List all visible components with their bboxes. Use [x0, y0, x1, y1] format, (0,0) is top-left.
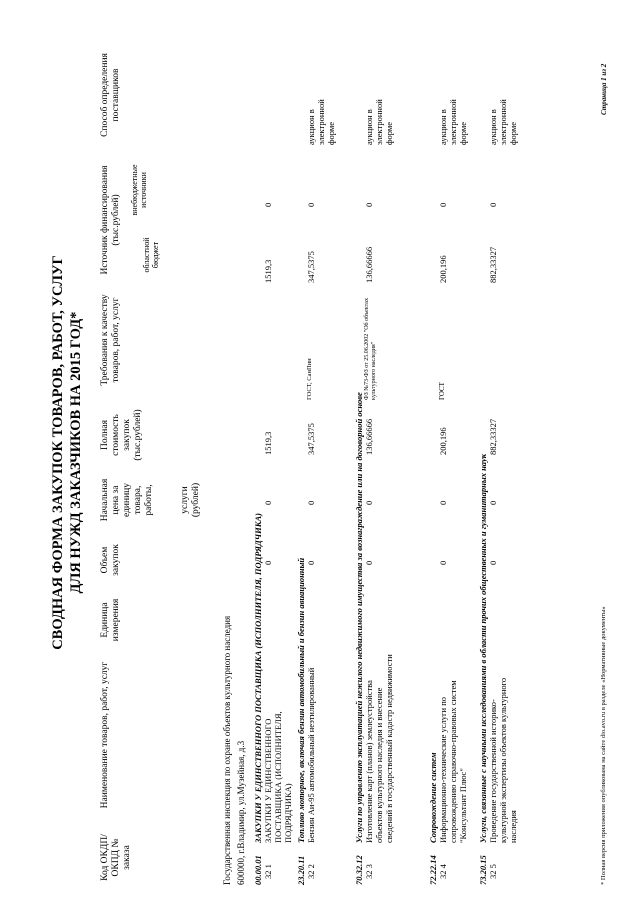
item-volume: 0	[364, 560, 374, 565]
document-subtitle: ДЛЯ НУЖД ЗАКАЗЧИКОВ НА 2015 ГОД*	[68, 311, 84, 594]
item-name: ЗАКУПКИ У ЕДИНСТВЕННОГО ПОСТАВЩИКА (ИСПОЛНИТЕЛЯ, ПОДРЯДЧИКА)	[263, 711, 293, 843]
header-source-regional: областной бюджет	[142, 237, 160, 273]
item-extra: 0	[488, 202, 498, 207]
header-start-price-tail: услуги (рублей)	[180, 482, 201, 518]
item-requirements: ГОСТ, СанПин	[306, 358, 313, 400]
order-number: 32 3	[364, 864, 374, 879]
header-code: Код ОКДП/ ОКПД № заказа	[100, 834, 132, 881]
page-number: Страница 1 из 2	[600, 63, 608, 115]
item-volume: 0	[263, 560, 273, 565]
item-method: аукцион в электронной форме	[488, 99, 518, 145]
item-extra: 0	[263, 202, 273, 207]
item-name: Информационно-технические услуги по сопровождению справочно-правовых систем "Консультант Плюс"	[438, 680, 468, 843]
item-price: 0	[306, 500, 316, 505]
section-title: ЗАКУПКИ У ЕДИНСТВЕННОГО ПОСТАВЩИКА (ИСПОЛНИТЕЛЯ, ПОДРЯДЧИКА)	[253, 512, 263, 843]
item-requirements: ФЗ №73-ФЗ от 25.06.2002 "Об объектах культурного наследия"	[364, 298, 377, 400]
header-method: Способ определения поставщиков	[100, 53, 121, 137]
order-number: 32 2	[306, 864, 316, 879]
item-extra: 0	[364, 202, 374, 207]
item-volume: 0	[438, 560, 448, 565]
item-regional: 1519,3	[263, 259, 273, 283]
order-number: 32 4	[438, 864, 448, 879]
section-title: Услуги по управлению эксплуатацией нежилого недвижимого имущества за вознаграждение или на договорной основе	[354, 392, 364, 843]
item-extra: 0	[438, 202, 448, 207]
header-source-extra: внебюджетные источники	[130, 164, 148, 216]
item-name: Изготовление карт (планов) землеустройства объектов культурного наследия и внесение сведений в государственный кадастр недвижимости	[364, 654, 394, 843]
item-regional: 200,196	[438, 255, 448, 283]
header-source: Источник финансирования (тыс.рублей)	[100, 165, 121, 275]
item-regional: 882,33327	[488, 246, 498, 283]
header-requirements: Требования к качеству товаров, работ, услуг	[100, 294, 121, 386]
item-volume: 0	[306, 560, 316, 565]
item-full-cost: 200,196	[438, 427, 448, 455]
item-method: аукцион в электронной форме	[364, 99, 394, 145]
header-name: Наименование товаров, работ, услуг	[100, 661, 110, 809]
customer-name: Государственная инспекция по охране объектов культурного наследия	[222, 615, 232, 885]
item-extra: 0	[306, 202, 316, 207]
section-code: 70.32.12	[354, 855, 364, 885]
section-title: Топливо моторное, включая бензин автомобильный и бензин авиационный	[296, 557, 306, 843]
order-number: 32 5	[488, 864, 498, 879]
item-volume: 0	[488, 560, 498, 565]
item-method: аукцион в электронной форме	[438, 99, 468, 145]
customer-address: 600000, г.Владимир, ул.Музейная, д.3	[236, 740, 246, 885]
item-full-cost: 136,66666	[364, 418, 374, 455]
document-title: СВОДНАЯ ФОРМА ЗАКУПОК ТОВАРОВ, РАБОТ, УСЛУГ	[50, 255, 66, 650]
item-price: 0	[488, 500, 498, 505]
item-method: аукцион в электронной форме	[306, 99, 336, 145]
footnote: * Полная версия приложения опубликована на сайте dio.avo.ru в разделе «Нормативные документы»	[600, 606, 607, 885]
section-title: Сопровождение систем	[428, 752, 438, 843]
item-regional: 136,66666	[364, 246, 374, 283]
header-unit: Единица измерения	[100, 598, 121, 642]
header-full-cost: Полная стоимость закупок (тыс.рублей)	[100, 409, 143, 461]
item-price: 0	[364, 500, 374, 505]
section-code: 73.20.15	[478, 855, 488, 885]
section-code: 23.20.11	[296, 855, 306, 885]
section-title: Услуги, связанные с научными исследованиями в области прочих общественных и гуманитарных наук	[478, 453, 488, 843]
section-code: 72.22.14	[428, 855, 438, 885]
header-start-price: Начальная цена за единицу товара, работы,	[100, 478, 154, 522]
section-code: 00.00.01	[253, 855, 263, 885]
item-name: Проведение государственной историко-культурной экспертизы объектов культурного наследия	[488, 677, 518, 843]
item-regional: 347,5375	[306, 251, 316, 283]
item-full-cost: 882,33327	[488, 418, 498, 455]
header-volume: Объем закупок	[100, 544, 121, 576]
item-full-cost: 1519,3	[263, 431, 273, 455]
order-number: 32 1	[263, 864, 273, 879]
item-price: 0	[438, 500, 448, 505]
item-name: Бензин Аи-95 автомобильный неэтилированный	[306, 667, 316, 843]
item-requirements: ГОСТ	[438, 382, 446, 400]
item-price: 0	[263, 500, 273, 505]
item-full-cost: 347,5375	[306, 423, 316, 455]
